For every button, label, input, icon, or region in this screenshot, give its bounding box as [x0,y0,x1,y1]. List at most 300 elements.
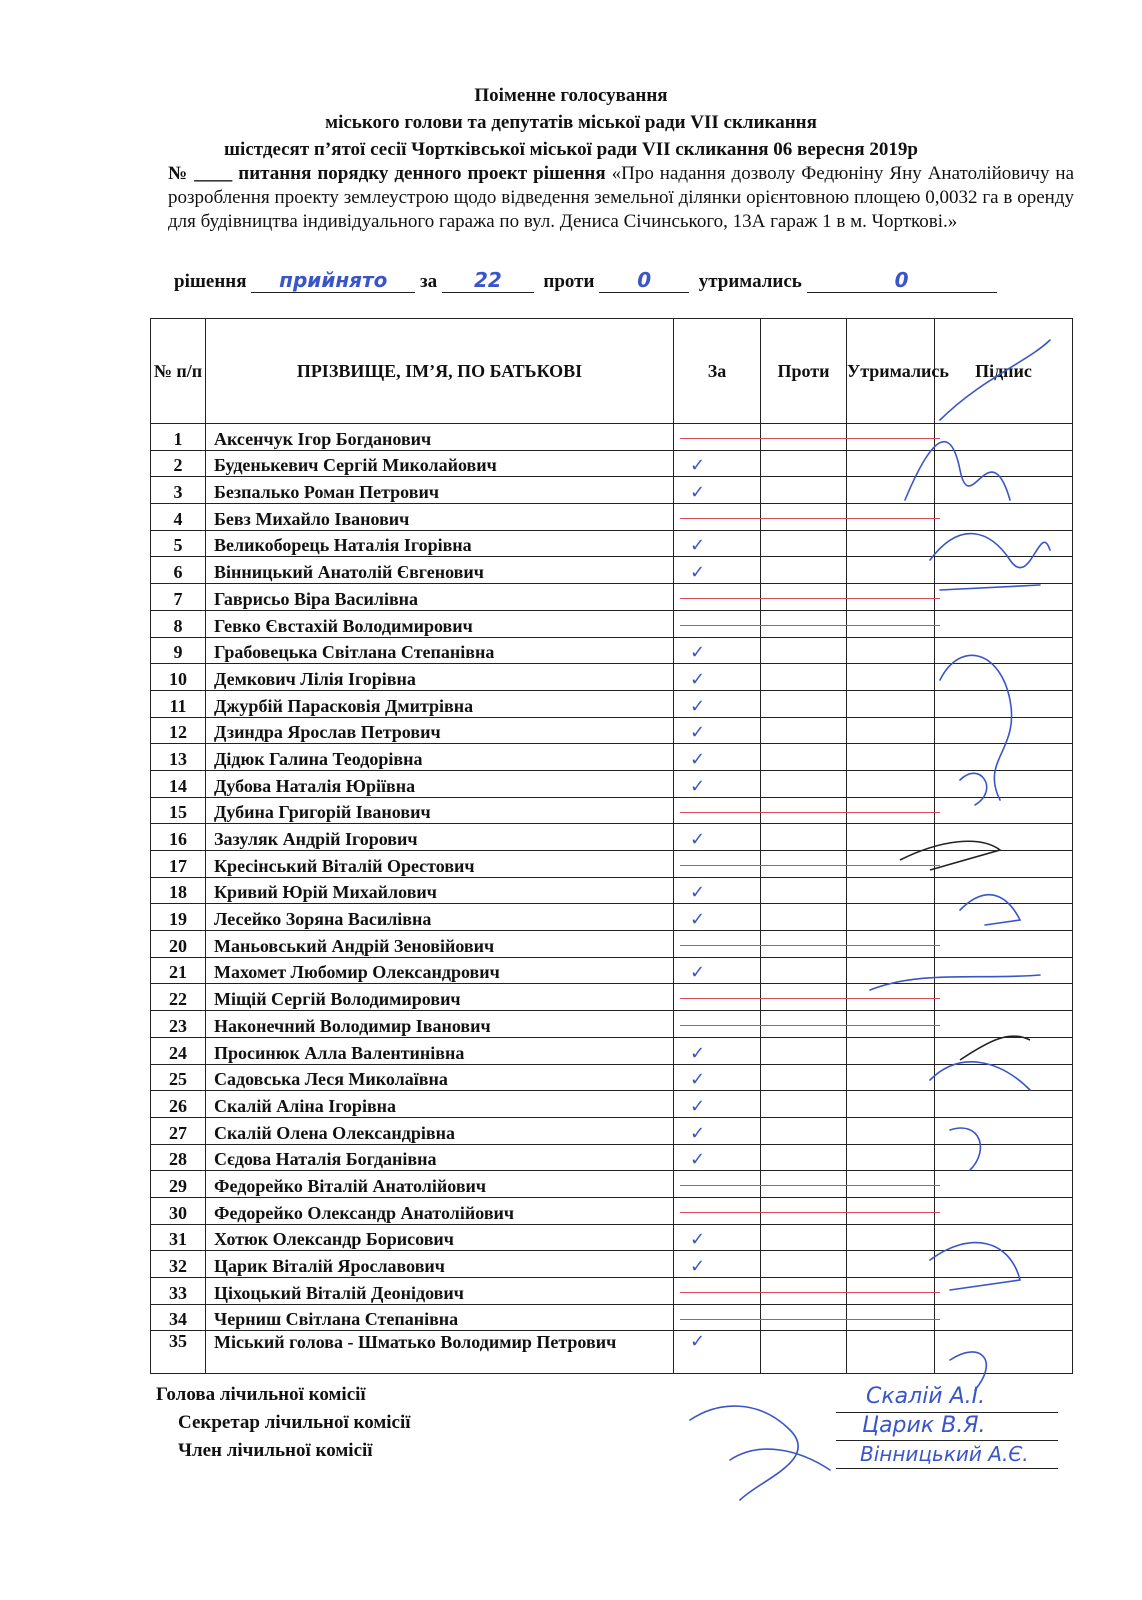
table-row [151,1304,1073,1331]
vote-abstain-cell [847,1197,935,1224]
check-mark-icon: ✓ [690,695,706,717]
vote-against-cell [761,1037,847,1064]
row-number: 15 [151,797,206,824]
row-number: 12 [151,717,206,744]
vote-against-cell [761,1117,847,1144]
deputy-name: Черниш Світлана Степанівна [206,1304,674,1331]
deputy-name: Дубова Наталія Юріївна [206,770,674,797]
vote-against-cell [761,1011,847,1038]
vote-for-cell [674,557,761,584]
vote-against-cell [761,877,847,904]
table-row [151,690,1073,717]
table-row [151,1064,1073,1091]
check-mark-icon: ✓ [690,1331,706,1353]
row-number: 10 [151,664,206,691]
signature-cell [935,504,1073,531]
vote-abstain-cell [847,1011,935,1038]
vote-for-cell [674,530,761,557]
deputy-name: Кресінський Віталій Орестович [206,851,674,878]
vote-abstain-cell [847,477,935,504]
decision-value: прийнято [251,268,415,293]
deputy-name: Гаврисьо Віра Василівна [206,584,674,611]
deputy-name: Дзиндра Ярослав Петрович [206,717,674,744]
signature-cell [935,450,1073,477]
vote-abstain-cell [847,984,935,1011]
deputy-name: Скалій Олена Олександрівна [206,1117,674,1144]
signature-cell [935,1011,1073,1038]
row-number: 14 [151,770,206,797]
abstain-value: 0 [807,268,997,293]
vote-abstain-cell [847,530,935,557]
row-number: 9 [151,637,206,664]
vote-abstain-cell [847,797,935,824]
row-number: 33 [151,1278,206,1305]
row-number: 34 [151,1304,206,1331]
vote-for-cell [674,957,761,984]
vote-abstain-cell [847,931,935,958]
vote-against-cell [761,931,847,958]
deputy-name: Просинюк Алла Валентинівна [206,1037,674,1064]
deputy-name: Кривий Юрій Михайлович [206,877,674,904]
table-row [151,530,1073,557]
vote-for-cell [674,1117,761,1144]
vote-against-cell [761,1331,847,1374]
vote-against-cell [761,477,847,504]
row-number: 31 [151,1224,206,1251]
secretary-sign-line [836,1440,1058,1441]
vote-for-cell [674,1197,761,1224]
vote-for-cell [674,1144,761,1171]
table-row [151,1224,1073,1251]
check-mark-icon: ✓ [690,482,706,504]
issue-paragraph [168,162,1074,234]
signature-cell [935,877,1073,904]
row-number: 20 [151,931,206,958]
secretary-name: Царик В.Я. [862,1413,986,1438]
vote-abstain-cell [847,637,935,664]
row-number: 17 [151,851,206,878]
signature-commission-1 [690,1406,798,1500]
check-mark-icon: ✓ [690,1122,706,1144]
table-row [151,424,1073,451]
check-mark-icon: ✓ [690,1256,706,1277]
signature-cell [935,1251,1073,1278]
vote-for-cell [674,851,761,878]
signature-cell [935,931,1073,958]
decision-label: рішення [174,271,247,292]
vote-abstain-cell [847,557,935,584]
vote-abstain-cell [847,904,935,931]
signature-cell [935,610,1073,637]
row-number: 21 [151,957,206,984]
vote-for-cell [674,877,761,904]
vote-abstain-cell [847,1251,935,1278]
vote-against-cell [761,424,847,451]
issue-no-blank: ____ [194,163,233,184]
vote-for-cell [674,717,761,744]
vote-against-cell [761,1197,847,1224]
signature-cell [935,1224,1073,1251]
vote-for-cell [674,584,761,611]
table-row [151,824,1073,851]
vote-against-cell [761,610,847,637]
vote-for-cell [674,1278,761,1305]
table-row [151,450,1073,477]
vote-abstain-cell [847,1304,935,1331]
header-abstain: Утримались [847,319,935,424]
member-sign-line [836,1468,1058,1469]
vote-for-cell [674,1064,761,1091]
row-number: 28 [151,1144,206,1171]
deputy-name: Царик Віталій Ярославович [206,1251,674,1278]
table-row [151,1278,1073,1305]
chair-name: Скалій А.І. [866,1384,986,1409]
vote-abstain-cell [847,770,935,797]
signature-cell [935,1331,1073,1374]
deputy-name: Міщій Сергій Володимирович [206,984,674,1011]
signature-cell [935,957,1073,984]
deputy-name: Грабовецька Світлана Степанівна [206,637,674,664]
chair-label: Голова лічильної комісії [156,1384,366,1405]
vote-against-cell [761,1304,847,1331]
row-number: 2 [151,450,206,477]
signature-cell [935,1278,1073,1305]
deputy-name: Хотюк Олександр Борисович [206,1224,674,1251]
vote-for-cell [674,477,761,504]
vote-abstain-cell [847,717,935,744]
check-mark-icon: ✓ [690,962,706,984]
vote-against-cell [761,450,847,477]
vote-abstain-cell [847,824,935,851]
strike-line [680,945,940,946]
vote-for-cell [674,1037,761,1064]
signature-commission-2 [730,1449,830,1470]
deputy-name: Федорейко Віталій Анатолійович [206,1171,674,1198]
row-number: 8 [151,610,206,637]
vote-for-cell [674,424,761,451]
signature-cell [935,1144,1073,1171]
signature-cell [935,1197,1073,1224]
table-row [151,1197,1073,1224]
secretary-label: Секретар лічильної комісії [178,1412,411,1433]
deputy-name: Зазуляк Андрій Ігорович [206,824,674,851]
vote-abstain-cell [847,1171,935,1198]
deputy-name: Гевко Євстахій Володимирович [206,610,674,637]
vote-abstain-cell [847,1278,935,1305]
member-name: Вінницький А.Є. [860,1442,1029,1466]
check-mark-icon: ✓ [690,1229,706,1251]
table-row [151,877,1073,904]
row-number: 19 [151,904,206,931]
row-number: 18 [151,877,206,904]
signature-cell [935,797,1073,824]
strike-line [680,438,940,439]
row-number: 6 [151,557,206,584]
signature-cell [935,477,1073,504]
vote-against-cell [761,770,847,797]
signature-cell [935,824,1073,851]
deputy-name: Аксенчук Ігор Богданович [206,424,674,451]
signature-cell [935,690,1073,717]
deputy-name: Скалій Аліна Ігорівна [206,1091,674,1118]
vote-abstain-cell [847,744,935,771]
vote-against-cell [761,824,847,851]
row-number: 4 [151,504,206,531]
signature-cell [935,717,1073,744]
for-value: 22 [442,268,534,293]
strike-line [680,598,940,599]
strike-line [680,1319,940,1320]
vote-for-cell [674,610,761,637]
check-mark-icon: ✓ [690,668,706,690]
vote-against-cell [761,1171,847,1198]
deputy-name: Міський голова - Шматько Володимир Петрович [206,1331,674,1374]
row-number: 7 [151,584,206,611]
signature-cell [935,530,1073,557]
signature-cell [935,664,1073,691]
check-mark-icon: ✓ [690,1095,706,1117]
strike-line [680,1185,940,1186]
header-sign: Підпис [935,319,1073,424]
deputy-name: Сєдова Наталія Богданівна [206,1144,674,1171]
vote-abstain-cell [847,957,935,984]
table-row [151,504,1073,531]
table-header-row [151,319,1073,424]
row-number: 5 [151,530,206,557]
table-row [151,904,1073,931]
row-number: 32 [151,1251,206,1278]
vote-against-cell [761,984,847,1011]
check-mark-icon: ✓ [690,1069,706,1091]
header-num: № п/п [151,319,206,424]
deputy-name: Федорейко Олександр Анатолійович [206,1197,674,1224]
vote-for-cell [674,984,761,1011]
vote-for-cell [674,797,761,824]
table-row [151,797,1073,824]
vote-for-cell [674,1251,761,1278]
check-mark-icon: ✓ [690,722,706,744]
vote-for-cell [674,1331,761,1374]
signature-cell [935,770,1073,797]
vote-for-cell [674,931,761,958]
table-row [151,1251,1073,1278]
table-row [151,717,1073,744]
table-row [151,610,1073,637]
table-row [151,744,1073,771]
table-row [151,1037,1073,1064]
row-number: 26 [151,1091,206,1118]
vote-for-cell [674,504,761,531]
vote-abstain-cell [847,1144,935,1171]
deputy-name: Маньовський Андрій Зеновійович [206,931,674,958]
vote-for-cell [674,770,761,797]
deputy-name: Наконечний Володимир Іванович [206,1011,674,1038]
vote-against-cell [761,904,847,931]
signature-cell [935,1171,1073,1198]
vote-against-cell [761,664,847,691]
header-against: Проти [761,319,847,424]
table-row [151,1144,1073,1171]
table-row [151,1091,1073,1118]
signature-cell [935,904,1073,931]
row-number: 22 [151,984,206,1011]
vote-for-cell [674,1224,761,1251]
check-mark-icon: ✓ [690,642,706,664]
voting-table [150,318,1073,1374]
decision-line [174,268,997,293]
deputy-name: Вінницький Анатолій Євгенович [206,557,674,584]
vote-abstain-cell [847,1331,935,1374]
table-row [151,557,1073,584]
vote-abstain-cell [847,610,935,637]
vote-for-cell [674,637,761,664]
row-number: 25 [151,1064,206,1091]
vote-for-cell [674,450,761,477]
row-number: 1 [151,424,206,451]
deputy-name: Буденькевич Сергій Миколайович [206,450,674,477]
vote-against-cell [761,851,847,878]
vote-abstain-cell [847,1037,935,1064]
vote-for-cell [674,904,761,931]
vote-against-cell [761,690,847,717]
check-mark-icon: ✓ [690,1149,706,1171]
vote-abstain-cell [847,450,935,477]
vote-abstain-cell [847,877,935,904]
vote-against-cell [761,557,847,584]
vote-against-cell [761,584,847,611]
header-for: За [674,319,761,424]
table-body [151,424,1073,1374]
row-number: 27 [151,1117,206,1144]
issue-text: «Про надання дозволу Федюніну Яну Анатолійовичу на розроблення проекту землеустрою щодо відведення земельної ділянки орієнтовною площею 0,0032 га в оренду для будівництва індивідуального гаража по вул. Дениса Січинського, 13А гараж 1 в м. Чорткові.» [168,163,1075,232]
table-row [151,1171,1073,1198]
check-mark-icon: ✓ [690,748,706,770]
signature-cell [935,744,1073,771]
strike-line [680,1025,940,1026]
vote-abstain-cell [847,424,935,451]
vote-against-cell [761,1224,847,1251]
deputy-name: Дідюк Галина Теодорівна [206,744,674,771]
signature-cell [935,1304,1073,1331]
table-row [151,664,1073,691]
vote-against-cell [761,530,847,557]
vote-for-cell [674,824,761,851]
signature-cell [935,637,1073,664]
check-mark-icon: ✓ [690,829,706,850]
check-mark-icon: ✓ [690,909,706,931]
vote-for-cell [674,1171,761,1198]
deputy-name: Джурбій Парасковія Дмитрівна [206,690,674,717]
check-mark-icon: ✓ [690,562,706,584]
vote-abstain-cell [847,1091,935,1118]
check-mark-icon: ✓ [690,882,706,904]
signature-cell [935,984,1073,1011]
vote-abstain-cell [847,1064,935,1091]
row-number: 24 [151,1037,206,1064]
check-mark-icon: ✓ [690,535,706,557]
strike-line [680,625,940,626]
vote-abstain-cell [847,504,935,531]
strike-line [680,518,940,519]
check-mark-icon: ✓ [690,775,706,797]
table-row [151,477,1073,504]
row-number: 23 [151,1011,206,1038]
table-row [151,1117,1073,1144]
signature-cell [935,557,1073,584]
vote-for-cell [674,690,761,717]
row-number: 35 [151,1331,206,1374]
strike-line [680,998,940,999]
deputy-name: Великоборець Наталія Ігорівна [206,530,674,557]
deputy-name: Махомет Любомир Олександрович [206,957,674,984]
table-row [151,957,1073,984]
table-row [151,770,1073,797]
row-number: 11 [151,690,206,717]
table-row [151,637,1073,664]
vote-against-cell [761,797,847,824]
strike-line [680,1212,940,1213]
deputy-name: Лесейко Зоряна Василівна [206,904,674,931]
vote-against-cell [761,504,847,531]
against-value: 0 [599,268,689,293]
deputy-name: Садовська Леся Миколаївна [206,1064,674,1091]
vote-against-cell [761,744,847,771]
signature-cell [935,1117,1073,1144]
vote-against-cell [761,717,847,744]
member-label: Член лічильної комісії [178,1440,373,1461]
deputy-name: Ціхоцький Віталій Деонідович [206,1278,674,1305]
abstain-label: утримались [698,271,802,292]
vote-for-cell [674,1091,761,1118]
check-mark-icon: ✓ [690,455,706,477]
signature-cell [935,1064,1073,1091]
signature-cell [935,424,1073,451]
table-row [151,851,1073,878]
vote-against-cell [761,1251,847,1278]
signature-cell [935,851,1073,878]
vote-abstain-cell [847,690,935,717]
deputy-name: Безпалько Роман Петрович [206,477,674,504]
signature-cell [935,584,1073,611]
vote-for-cell [674,744,761,771]
deputy-name: Дубина Григорій Іванович [206,797,674,824]
row-number: 29 [151,1171,206,1198]
title-line-3: шістдесят п’ятої сесії Чортківської міської ради VII скликання 06 вересня 2019р [224,139,918,160]
row-number: 13 [151,744,206,771]
table-row [151,1011,1073,1038]
deputy-name: Бевз Михайло Іванович [206,504,674,531]
title-line-1: Поіменне голосування [474,85,668,106]
table-row [151,984,1073,1011]
strike-line [680,1292,940,1293]
signature-cell [935,1091,1073,1118]
vote-abstain-cell [847,1117,935,1144]
vote-for-cell [674,664,761,691]
vote-against-cell [761,637,847,664]
table-row [151,584,1073,611]
vote-for-cell [674,1304,761,1331]
vote-abstain-cell [847,1224,935,1251]
row-number: 3 [151,477,206,504]
vote-against-cell [761,1278,847,1305]
issue-lead: питання порядку денного проект рішення [238,163,606,184]
row-number: 30 [151,1197,206,1224]
signature-cell [935,1037,1073,1064]
vote-against-cell [761,1091,847,1118]
vote-for-cell [674,1011,761,1038]
row-number: 16 [151,824,206,851]
vote-against-cell [761,1064,847,1091]
